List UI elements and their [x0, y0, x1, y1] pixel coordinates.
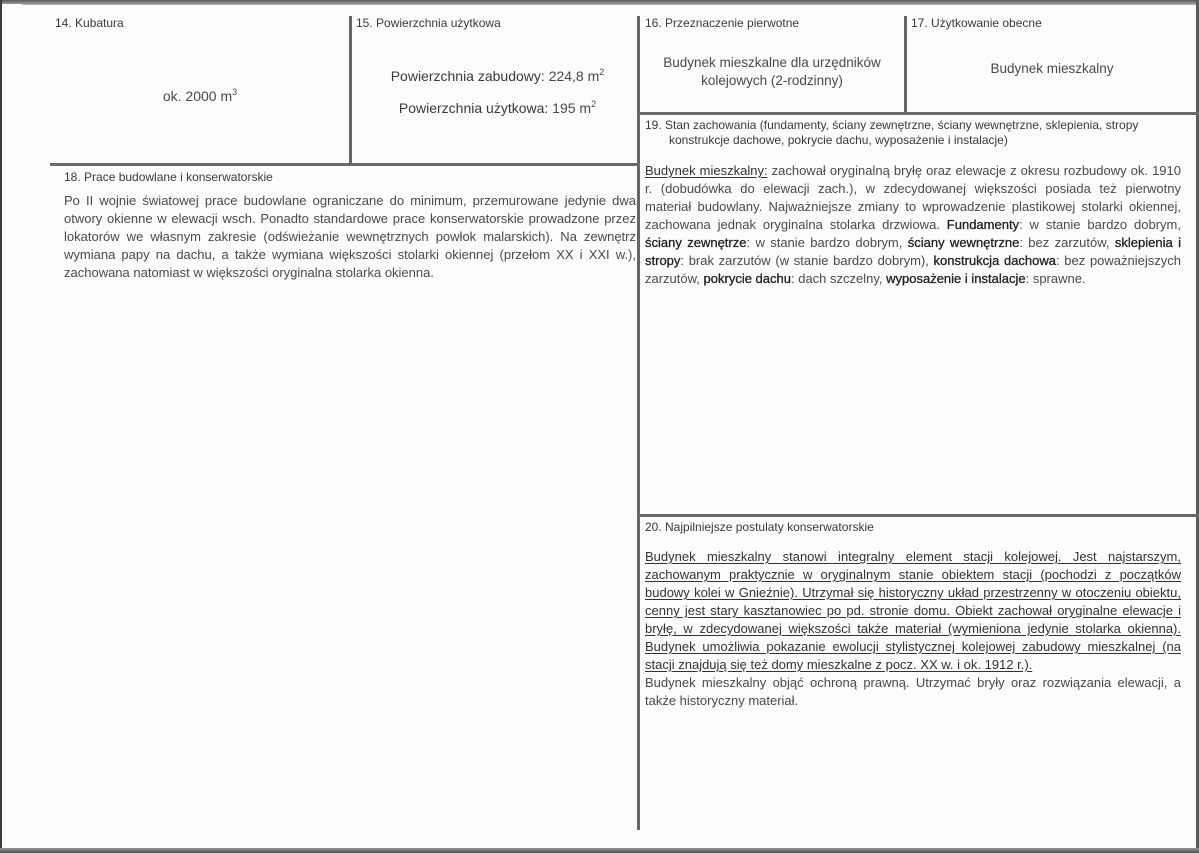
scan-edge-top-line: [22, 4, 1199, 5]
section-19-label-line1: 19. Stan zachowania (fundamenty, ściany zewnętrzne, ściany wewnętrzne, sklepienia, stropy: [645, 118, 1139, 132]
section-17-value: Budynek mieszkalny: [990, 61, 1114, 76]
section-18-text: Po II wojnie światowej prace budowlane ograniczane do minimum, przemurowane jedynie dwa otwory okienne w elewacji wsch. Ponadto standardowe prace konserwatorskie prowadzone przez lokatorów we własnym zakresie (odświeżanie wewnętrznych powłok malarskich). Na zewnętrz wymiana papy na dachu, a także wymiana większości stolarki okiennej (przełom XX i XXI w.), zachowana natomiast w większości oryginalna stolarka okienna.: [64, 193, 636, 280]
section-15-line2-sup: 2: [591, 99, 597, 109]
divider-16-17: [904, 16, 907, 113]
scan-edge-left: [0, 0, 2, 853]
item-key-pokrycie-dachu: pokrycie dachu: [703, 271, 791, 286]
divider-top-row-bottom: [50, 163, 640, 166]
item-key-sciany-zewnetrze: ściany zewnętrze: [645, 235, 747, 250]
section-19-label-line2: konstrukcje dachowe, pokrycie dachu, wyposażenie i instalacje): [669, 133, 1008, 147]
section-20-text: [645, 548, 1181, 710]
item-value-wyposazenie-instalacje: : sprawne.: [1025, 271, 1086, 286]
divider-19-20: [637, 514, 1199, 517]
section-16-value-line2: kolejowych (2-rodzinny): [701, 73, 843, 88]
item-key-konstrukcja-dachowa: konstrukcja dachowa: [933, 253, 1057, 268]
item-key-sciany-wewnetrzne: ściany wewnętrzne: [907, 235, 1020, 250]
item-key-wyposazenie-instalacje: wyposażenie i instalacje: [886, 271, 1026, 286]
divider-16-17-bottom: [637, 112, 1199, 115]
section-14-value: [60, 87, 340, 105]
item-value-sciany-zewnetrze: : w stanie bardzo dobrym,: [746, 235, 908, 250]
section-16-label: 16. Przeznaczenie pierwotne: [645, 16, 800, 30]
item-value-fundamenty: : w stanie bardzo dobrym,: [1019, 217, 1181, 232]
item-value-sciany-wewnetrzne: : bez zarzutów,: [1019, 235, 1115, 250]
section-20-plain-text: Budynek mieszkalny objąć ochroną prawną. Utrzymać bryły oraz rozwiązania elewacji, a także historyczny materiał.: [645, 675, 1181, 708]
section-15-line1-prefix: Powierzchnia zabudowy:: [390, 68, 549, 84]
section-15-line1-sup: 2: [599, 67, 605, 77]
section-19-intro-heading: Budynek mieszkalny:: [645, 163, 768, 178]
divider-15-16: [637, 16, 640, 830]
section-20-label: 20. Najpilniejsze postulaty konserwatorskie: [645, 520, 874, 534]
section-20-underlined-text: Budynek mieszkalny stanowi integralny element stacji kolejowej. Jest najstarszym, zachowanym praktycznie w oryginalnym stanie obiektem stacji (pochodzi z początków budowy kolei w Gnieźnie). Utrzymał się historyczny układ przestrzenny w otoczeniu obiektu, cenny jest stary kasztanowiec po pd. stronie domu. Obiekt zachował oryginalne elewacje i bryłę, w zdecydowanej większości także materiał (wymieniona jedynie stolarka okienna). Budynek umożliwia pokazanie ewolucji stylistycznej kolejowej zabudowy mieszkalnej (na stacji znajdują się też domy mieszkalne z pocz. XX w. i ok. 1912 r.).: [645, 549, 1181, 672]
item-value-sklepienia-stropy: : brak zarzutów (w stanie bardzo dobrym),: [680, 253, 934, 268]
section-15-line2-value: 195 m: [552, 100, 592, 116]
section-15-label: 15. Powierzchnia użytkowa: [356, 16, 501, 30]
section-15-line1-value: 224,8 m: [548, 68, 600, 84]
item-key-sklepienia-stropy: sklepienia i stropy: [645, 235, 1181, 268]
section-14-value-text: ok. 2000 m: [162, 88, 233, 104]
divider-14-15: [349, 16, 352, 165]
item-value-pokrycie-dachu: : dach szczelny,: [790, 271, 887, 286]
item-value-konstrukcja-dachowa: : bez poważniejszych zarzutów,: [645, 253, 1181, 286]
scan-edge-bottom: [0, 848, 1199, 853]
section-19-text: [645, 162, 1181, 288]
section-15-line-zabudowy: [355, 67, 640, 85]
section-16-value-line1: Budynek mieszkalne dla urzędników: [663, 55, 881, 70]
section-18-label: 18. Prace budowlane i konserwatorskie: [64, 170, 273, 184]
section-19-intro-text: zachował oryginalną bryłę oraz elewacje z okresu rozbudowy ok. 1910 r. (dobudówka do elewacji zach.), w zdecydowanej większości posiada też pierwotny materiał budowlany. Najważniejsze zmiany to wprowadzenie plastikowej stolarki okiennej, zachowana jednak oryginalna stolarka drzwiowa.: [645, 163, 1181, 232]
section-17-label: 17. Użytkowanie obecne: [911, 16, 1042, 30]
section-14-label: 14. Kubatura: [55, 16, 124, 30]
section-16-value: [641, 54, 903, 90]
section-14-value-sup: 3: [232, 87, 238, 97]
section-15-line2-prefix: Powierzchnia użytkowa:: [398, 100, 553, 116]
section-15-line-uzytkowa: [355, 99, 640, 117]
item-key-fundamenty: Fundamenty: [946, 217, 1020, 232]
